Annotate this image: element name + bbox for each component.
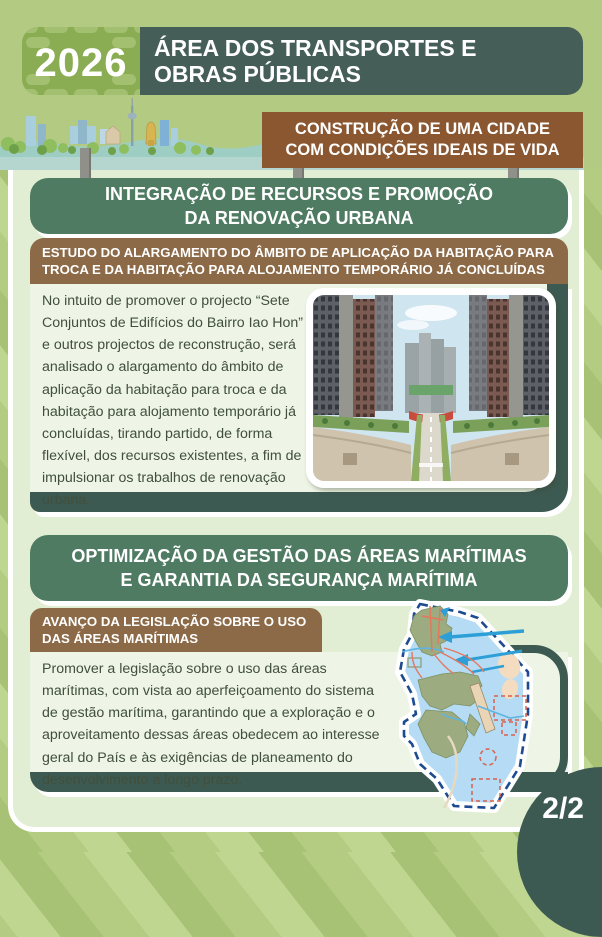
section2-banner bbox=[30, 535, 568, 601]
tagline-line2: COM CONDIÇÕES IDEAIS DE VIDA bbox=[285, 141, 560, 159]
year-label: 2026 bbox=[34, 41, 128, 85]
section2-banner-line2: E GARANTIA DA SEGURANÇA MARÍTIMA bbox=[120, 570, 478, 590]
card1-paragraph: No intuito de promover o projecto “Sete Conjuntos de Edifícios do Bairro Iao Hon” e outros projectos de reconstrução, será analisado o alargamento do âmbito de aplicação da habitação para troca e da habitação para alojamento temporário já concluídas, tirando partido, de forma flexível, dos recursos existentes, a fim de impulsionar os trabalhos de renovação urbana. bbox=[42, 293, 304, 509]
page-header bbox=[22, 27, 583, 95]
card2-header-line1: AVANÇO DA LEGISLAÇÃO SOBRE O USO bbox=[42, 613, 307, 629]
page-title-line1: ÁREA DOS TRANSPORTES E bbox=[154, 34, 477, 61]
macau-maritime-map bbox=[382, 594, 540, 834]
section1-banner-line1: INTEGRAÇÃO DE RECURSOS E PROMOÇÃO bbox=[104, 183, 494, 204]
section1-banner-line2: DA RENOVAÇÃO URBANA bbox=[184, 208, 414, 228]
card2-header bbox=[30, 608, 322, 652]
page-number: 2/2 bbox=[542, 792, 584, 825]
macau-skyline-illustration bbox=[0, 96, 270, 158]
section2-banner-line1: OPTIMIZAÇÃO DA GESTÃO DAS ÁREAS MARÍTIMAS bbox=[71, 545, 527, 566]
buildings-photo bbox=[306, 288, 556, 488]
section1-banner bbox=[30, 178, 568, 234]
year-box bbox=[22, 27, 140, 95]
card1-header bbox=[30, 238, 568, 284]
sign-post bbox=[80, 148, 91, 182]
tagline-banner bbox=[262, 112, 583, 168]
page-title bbox=[140, 27, 583, 95]
card1-header-line1: ESTUDO DO ALARGAMENTO DO ÂMBITO DE APLICAÇÃO DA HABITAÇÃO PARA bbox=[42, 244, 554, 260]
page-title-line2: OBRAS PÚBLICAS bbox=[154, 61, 362, 87]
tagline-line1: CONSTRUÇÃO DE UMA CIDADE bbox=[294, 119, 551, 138]
card2-paragraph: Promover a legislação sobre o uso das áreas marítimas, com vista ao aperfeiçoamento do sistema de gestão marítima, garantindo que a exploração e o aproveitamento dessas áreas obedecem ao interesse geral do País e às exigências de planeamento do desenvolvimento a longo prazo. bbox=[42, 661, 380, 788]
card2-header-line2: DAS ÁREAS MARÍTIMAS bbox=[42, 631, 199, 646]
buildings-photo-illustration bbox=[313, 295, 549, 481]
card1-header-line2: TROCA E DA HABITAÇÃO PARA ALOJAMENTO TEMPORÁRIO JÁ CONCLUÍDAS bbox=[42, 262, 545, 277]
